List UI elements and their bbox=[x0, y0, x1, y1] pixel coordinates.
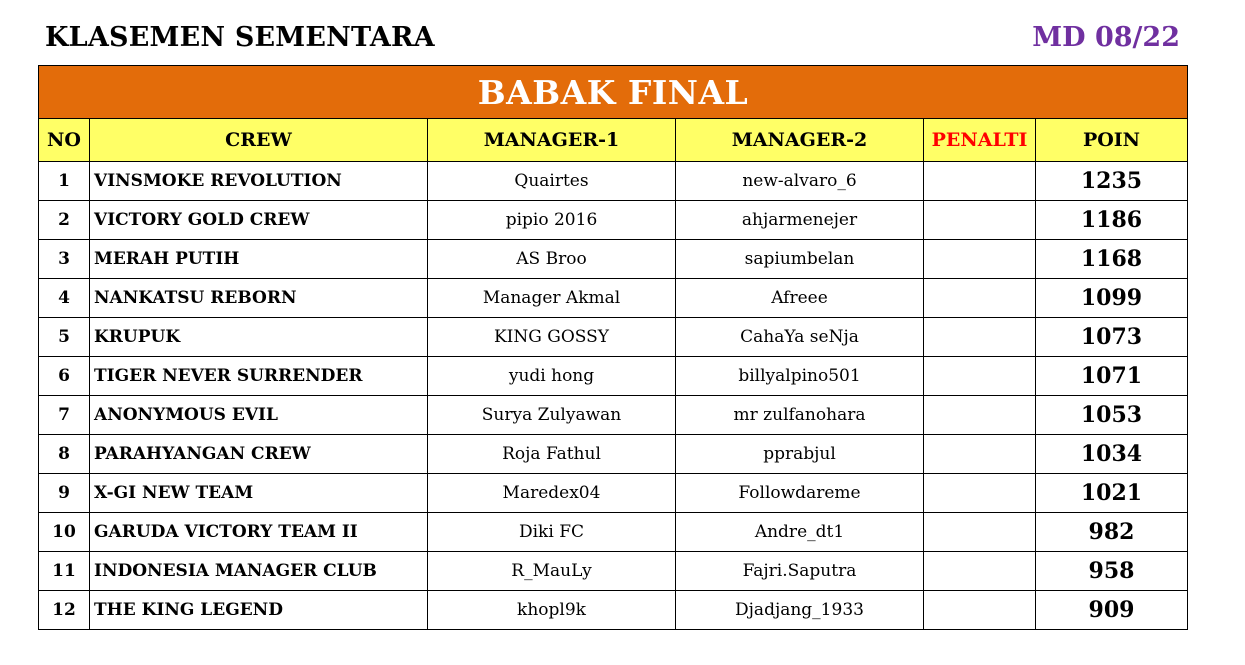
stage-banner: BABAK FINAL bbox=[39, 66, 1188, 119]
points-cell: 958 bbox=[1036, 552, 1188, 591]
penalty-cell bbox=[924, 162, 1036, 201]
crew-name-cell: ANONYMOUS EVIL bbox=[90, 396, 428, 435]
manager-2-cell: sapiumbelan bbox=[676, 240, 924, 279]
manager-1-cell: khopl9k bbox=[428, 591, 676, 630]
table-row bbox=[39, 357, 1188, 396]
crew-name-cell: VINSMOKE REVOLUTION bbox=[90, 162, 428, 201]
penalty-cell bbox=[924, 474, 1036, 513]
column-header-penalty: PENALTI bbox=[924, 119, 1036, 162]
manager-1-cell: Diki FC bbox=[428, 513, 676, 552]
manager-2-cell: new-alvaro_6 bbox=[676, 162, 924, 201]
manager-2-cell: Djadjang_1933 bbox=[676, 591, 924, 630]
crew-name-cell: PARAHYANGAN CREW bbox=[90, 435, 428, 474]
points-cell: 1073 bbox=[1036, 318, 1188, 357]
manager-1-cell: AS Broo bbox=[428, 240, 676, 279]
table-row bbox=[39, 240, 1188, 279]
table-row bbox=[39, 435, 1188, 474]
crew-name-cell: GARUDA VICTORY TEAM II bbox=[90, 513, 428, 552]
points-cell: 982 bbox=[1036, 513, 1188, 552]
crew-name-cell: INDONESIA MANAGER CLUB bbox=[90, 552, 428, 591]
rank-cell: 2 bbox=[39, 201, 90, 240]
penalty-cell bbox=[924, 240, 1036, 279]
column-header-manager-2: MANAGER-2 bbox=[676, 119, 924, 162]
rank-cell: 7 bbox=[39, 396, 90, 435]
penalty-cell bbox=[924, 318, 1036, 357]
points-cell: 1053 bbox=[1036, 396, 1188, 435]
manager-1-cell: yudi hong bbox=[428, 357, 676, 396]
points-cell: 1021 bbox=[1036, 474, 1188, 513]
manager-2-cell: Followdareme bbox=[676, 474, 924, 513]
manager-2-cell: Fajri.Saputra bbox=[676, 552, 924, 591]
matchday-label: MD 08/22 bbox=[1032, 22, 1180, 53]
manager-1-cell: pipio 2016 bbox=[428, 201, 676, 240]
table-row bbox=[39, 279, 1188, 318]
manager-2-cell: pprabjul bbox=[676, 435, 924, 474]
manager-1-cell: R_MauLy bbox=[428, 552, 676, 591]
rank-cell: 5 bbox=[39, 318, 90, 357]
manager-2-cell: Afreee bbox=[676, 279, 924, 318]
crew-name-cell: VICTORY GOLD CREW bbox=[90, 201, 428, 240]
points-cell: 1186 bbox=[1036, 201, 1188, 240]
crew-name-cell: KRUPUK bbox=[90, 318, 428, 357]
column-header-crew: CREW bbox=[90, 119, 428, 162]
crew-name-cell: THE KING LEGEND bbox=[90, 591, 428, 630]
penalty-cell bbox=[924, 591, 1036, 630]
penalty-cell bbox=[924, 552, 1036, 591]
table-row bbox=[39, 474, 1188, 513]
rank-cell: 1 bbox=[39, 162, 90, 201]
table-row bbox=[39, 396, 1188, 435]
rank-cell: 4 bbox=[39, 279, 90, 318]
crew-name-cell: NANKATSU REBORN bbox=[90, 279, 428, 318]
column-header-no: NO bbox=[39, 119, 90, 162]
column-header-points: POIN bbox=[1036, 119, 1188, 162]
rank-cell: 6 bbox=[39, 357, 90, 396]
manager-2-cell: mr zulfanohara bbox=[676, 396, 924, 435]
table-row bbox=[39, 552, 1188, 591]
points-cell: 909 bbox=[1036, 591, 1188, 630]
rank-cell: 9 bbox=[39, 474, 90, 513]
manager-1-cell: Manager Akmal bbox=[428, 279, 676, 318]
points-cell: 1071 bbox=[1036, 357, 1188, 396]
table-row bbox=[39, 591, 1188, 630]
rank-cell: 3 bbox=[39, 240, 90, 279]
crew-name-cell: X-GI NEW TEAM bbox=[90, 474, 428, 513]
penalty-cell bbox=[924, 201, 1036, 240]
rank-cell: 11 bbox=[39, 552, 90, 591]
page-title: KLASEMEN SEMENTARA bbox=[45, 22, 435, 53]
penalty-cell bbox=[924, 396, 1036, 435]
manager-2-cell: ahjarmenejer bbox=[676, 201, 924, 240]
points-cell: 1168 bbox=[1036, 240, 1188, 279]
penalty-cell bbox=[924, 357, 1036, 396]
penalty-cell bbox=[924, 435, 1036, 474]
manager-1-cell: Surya Zulyawan bbox=[428, 396, 676, 435]
manager-1-cell: Maredex04 bbox=[428, 474, 676, 513]
standings-table bbox=[38, 65, 1188, 630]
manager-2-cell: Andre_dt1 bbox=[676, 513, 924, 552]
penalty-cell bbox=[924, 279, 1036, 318]
manager-1-cell: KING GOSSY bbox=[428, 318, 676, 357]
points-cell: 1235 bbox=[1036, 162, 1188, 201]
points-cell: 1034 bbox=[1036, 435, 1188, 474]
manager-2-cell: billyalpino501 bbox=[676, 357, 924, 396]
manager-2-cell: CahaYa seNja bbox=[676, 318, 924, 357]
points-cell: 1099 bbox=[1036, 279, 1188, 318]
column-header-row bbox=[39, 119, 1188, 162]
manager-1-cell: Roja Fathul bbox=[428, 435, 676, 474]
table-row bbox=[39, 201, 1188, 240]
standings-body bbox=[39, 162, 1188, 630]
crew-name-cell: MERAH PUTIH bbox=[90, 240, 428, 279]
rank-cell: 10 bbox=[39, 513, 90, 552]
rank-cell: 12 bbox=[39, 591, 90, 630]
penalty-cell bbox=[924, 513, 1036, 552]
crew-name-cell: TIGER NEVER SURRENDER bbox=[90, 357, 428, 396]
rank-cell: 8 bbox=[39, 435, 90, 474]
column-header-manager-1: MANAGER-1 bbox=[428, 119, 676, 162]
table-row bbox=[39, 318, 1188, 357]
table-row bbox=[39, 513, 1188, 552]
table-row bbox=[39, 162, 1188, 201]
manager-1-cell: Quairtes bbox=[428, 162, 676, 201]
